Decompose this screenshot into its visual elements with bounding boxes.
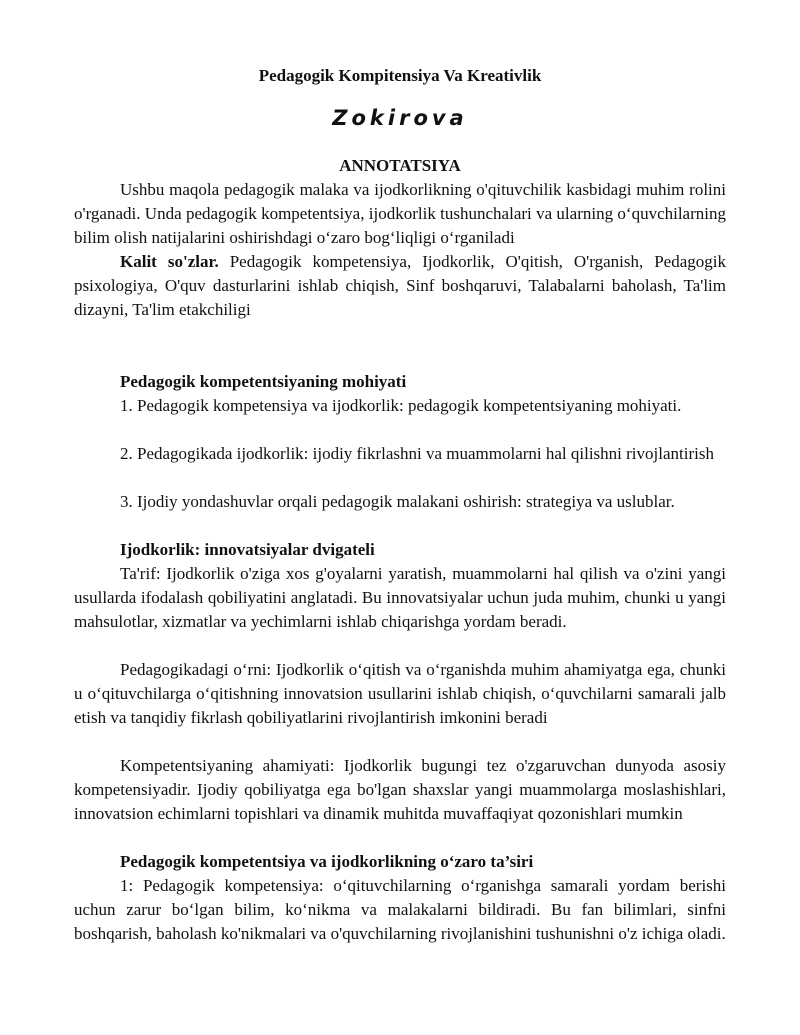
section3-paragraph-1: 1: Pedagogik kompetensiya: o‘qituvchilarning o‘rganishga samarali yordam berishi uchun zarur bo‘lgan bilim, ko‘nikma va malakalarni bildiradi. Bu fan bilimlari, sinfni boshqarish, baholash ko'nikmalari va o'quvchilarning rivojlanishini tushunishni o'z ichiga oladi. xyxy=(74,876,726,943)
section2-paragraph-1: Ta'rif: Ijodkorlik o'ziga xos g'oyalarni yaratish, muammolarni hal qilish va o'zini yangi usullarda ifodalash qobiliyatini anglatadi. Bu innovatsiyalar uchun juda muhim, chunki u yangi mahsulotlar, xizmatlar va yechimlarni ishlab chiqarishga yordam beradi. xyxy=(74,564,726,631)
section-heading-essence: Pedagogik kompetentsiyaning mohiyati xyxy=(120,372,407,391)
section1-item-2: 2. Pedagogikada ijodkorlik: ijodiy fikrlashni va muammolarni hal qilishni rivojlantirish xyxy=(120,444,714,463)
section1-item-3: 3. Ijodiy yondashuvlar orqali pedagogik malakani oshirish: strategiya va uslublar. xyxy=(120,492,675,511)
annotation-paragraph: Ushbu maqola pedagogik malaka va ijodkorlikning o'qituvchilik kasbidagi muhim rolini o'rganadi. Unda pedagogik kompetentsiya, ijodkorlik tushunchalari va ularning o‘quvchilarning bilim olish natijalarini oshirishdagi o‘zaro bog‘liqligi o‘rganiladi xyxy=(74,180,726,247)
annotation-heading: ANNOTATSIYA xyxy=(339,156,461,175)
section2-paragraph-2: Pedagogikadagi o‘rni: Ijodkorlik o‘qitish va o‘rganishda muhim ahamiyatga ega, chunki u o‘qituvchilarga o‘qitishning innovatsion usullarini ishlab chiqish, o‘quvchilarni samarali jalb etish va tanqidiy fikrlash qobiliyatlarini rivojlantirish imkonini beradi xyxy=(74,660,726,727)
document-title: Pedagogik Kompitensiya Va Kreativlik xyxy=(258,66,542,85)
author-name: Zokirova xyxy=(332,106,468,130)
keywords-text: Pedagogik kompetensiya, Ijodkorlik, O'qitish, O'rganish, Pedagogik psixologiya, O'quv dasturlarini ishlab chiqish, Sinf boshqaruvi, Talabalarni baholash, Ta'lim dizayni, Ta'lim etakchiligi xyxy=(74,252,726,319)
section-heading-creativity: Ijodkorlik: innovatsiyalar dvigateli xyxy=(120,540,375,559)
section-heading-interaction: Pedagogik kompetentsiya va ijodkorlikning o‘zaro ta’siri xyxy=(120,852,534,871)
keywords-label: Kalit so'zlar. xyxy=(120,252,219,271)
section1-item-1: 1. Pedagogik kompetensiya va ijodkorlik: pedagogik kompetentsiyaning mohiyati. xyxy=(120,396,682,415)
section2-paragraph-3: Kompetentsiyaning ahamiyati: Ijodkorlik bugungi tez o'zgaruvchan dunyoda asosiy kompetensiyadir. Ijodiy qobiliyatga ega bo'lgan shaxslar yangi muammolarga moslashishlari, innovatsion echimlarni topishlari va dinamik muhitda muvaffaqiyat qozonishlari mumkin xyxy=(74,756,726,823)
keywords-paragraph xyxy=(74,250,726,322)
